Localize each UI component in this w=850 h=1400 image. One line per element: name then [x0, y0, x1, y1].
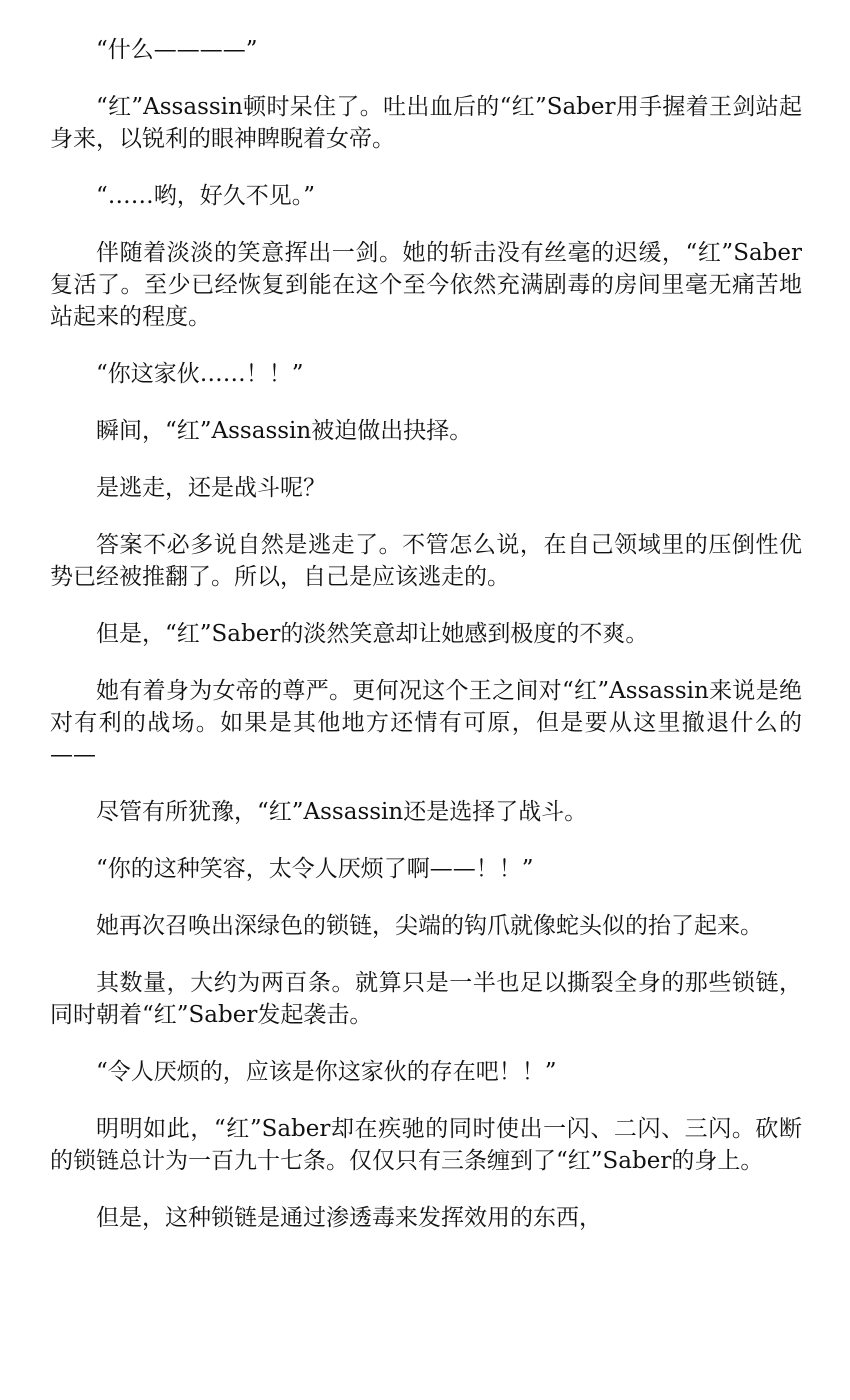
paragraph-15: “令人厌烦的，应该是你这家伙的存在吧！！” — [96, 1059, 557, 1085]
paragraph-11: 尽管有所犹豫，“红”Assassin还是选择了战斗。 — [96, 799, 588, 825]
paragraph-2: “红”Assassin顿时呆住了。吐出血后的“红”Saber用手握着王剑站起身来，以锐利的眼神睥睨着女帝。 — [50, 94, 802, 152]
paragraph-14: 其数量，大约为两百条。就算只是一半也足以撕裂全身的那些锁链，同时朝着“红”Saber发起袭击。 — [50, 970, 802, 1028]
paragraph-7: 是逃走，还是战斗呢？ — [96, 475, 326, 501]
paragraph-4: 伴随着淡淡的笑意挥出一剑。她的斩击没有丝毫的迟缓，“红”Saber复活了。至少已经恢复到能在这个至今依然充满剧毒的房间里毫无痛苦地站起来的程度。 — [50, 240, 802, 330]
paragraph-17: 但是，这种锁链是通过渗透毒来发挥效用的东西， — [96, 1205, 602, 1231]
paragraph-8: 答案不必多说自然是逃走了。不管怎么说，在自己领域里的压倒性优势已经被推翻了。所以，自己是应该逃走的。 — [50, 532, 802, 590]
paragraph-10: 她有着身为女帝的尊严。更何况这个王之间对“红”Assassin来说是绝对有利的战场。如果是其他地方还情有可原，但是要从这里撤退什么的—— — [50, 678, 802, 768]
novel-page — [50, 34, 802, 1259]
paragraph-9: 但是，“红”Saber的淡然笑意却让她感到极度的不爽。 — [96, 621, 649, 647]
paragraph-12: “你的这种笑容，太令人厌烦了啊——！！” — [96, 856, 534, 882]
paragraph-13: 她再次召唤出深绿色的锁链，尖端的钩爪就像蛇头似的抬了起来。 — [96, 913, 763, 939]
paragraph-16: 明明如此，“红”Saber却在疾驰的同时使出一闪、二闪、三闪。砍断的锁链总计为一百九十七条。仅仅只有三条缠到了“红”Saber的身上。 — [50, 1116, 802, 1174]
paragraph-6: 瞬间，“红”Assassin被迫做出抉择。 — [96, 418, 473, 444]
paragraph-3: “……哟，好久不见。” — [96, 183, 316, 209]
paragraph-1: “什么————” — [96, 37, 258, 63]
paragraph-5: “你这家伙……！！” — [96, 361, 304, 387]
